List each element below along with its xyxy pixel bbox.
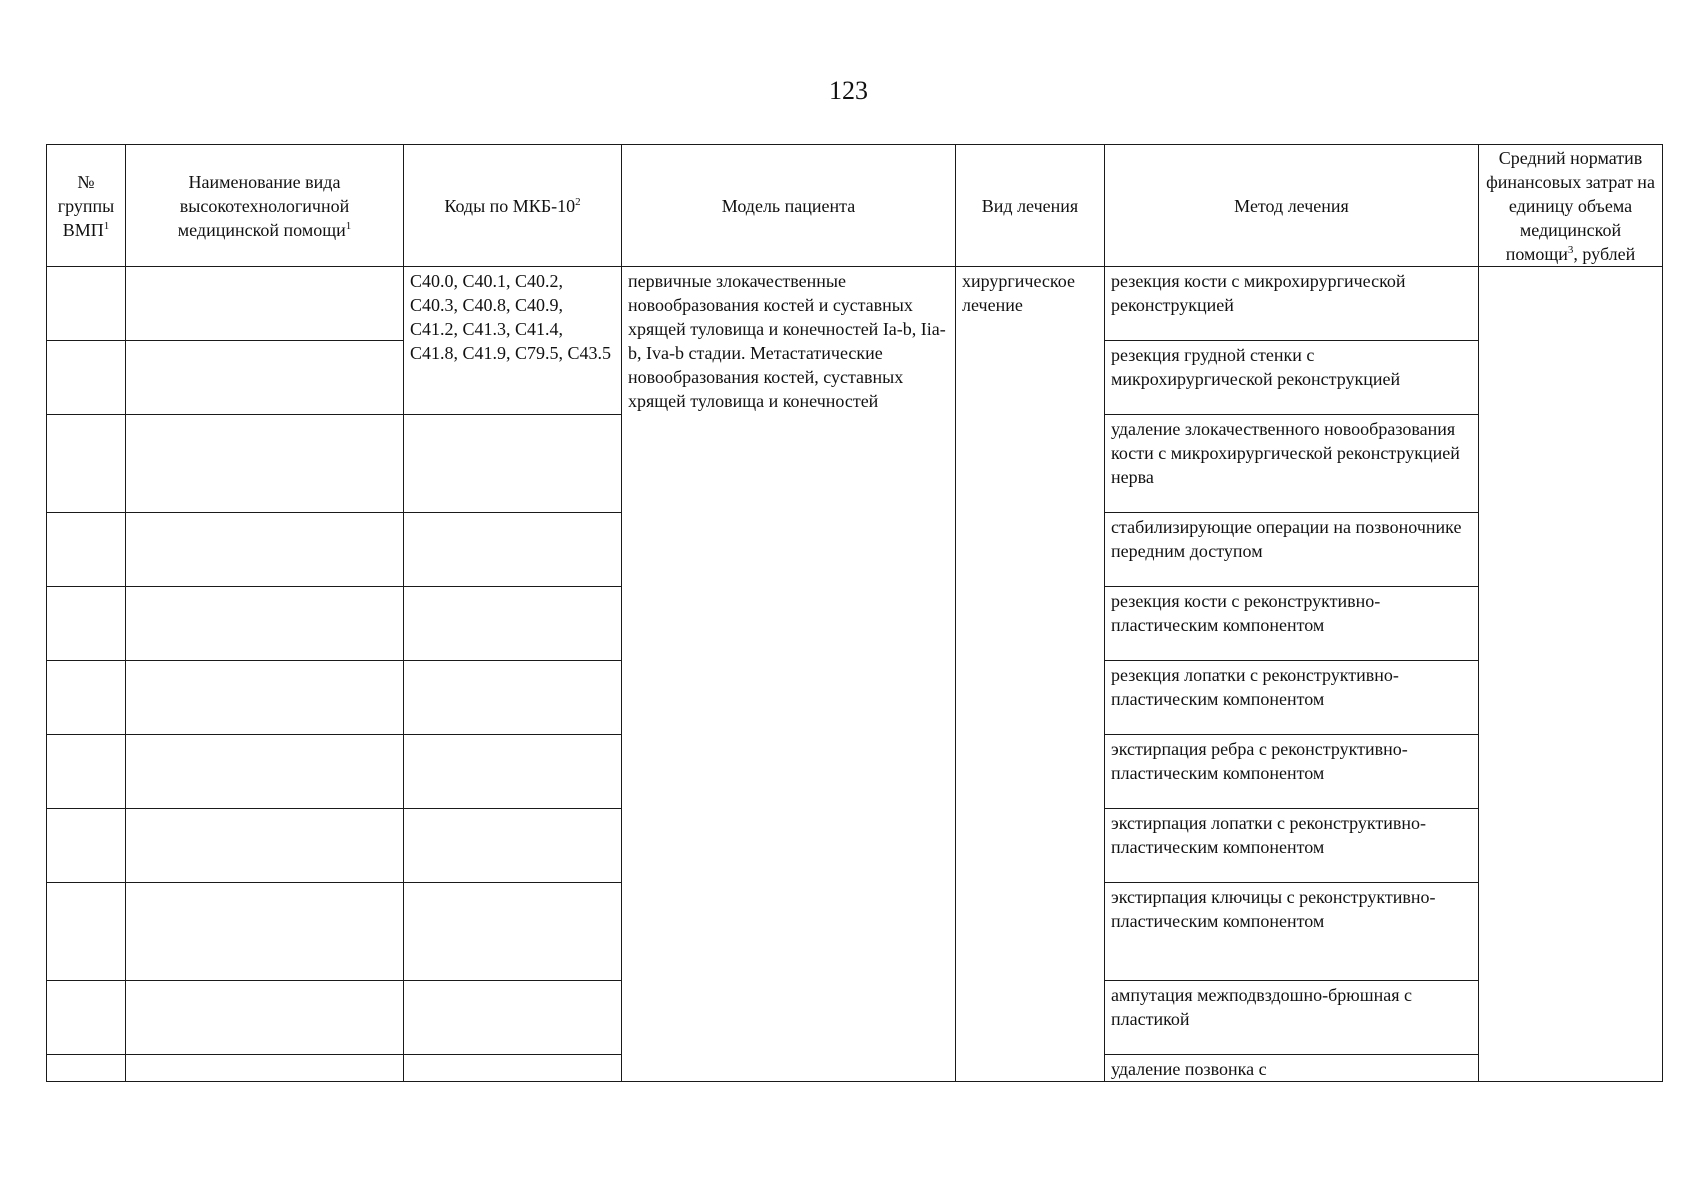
icd-codes-cell <box>404 661 622 735</box>
cost-norm-cell <box>1479 267 1663 1082</box>
vmp-name-cell <box>126 1055 404 1082</box>
method-cell: удаление злокачественного новообразования кости с микрохирургической реконструкцией нерва <box>1105 415 1479 513</box>
group-number-cell <box>47 883 126 981</box>
vmp-name-cell <box>126 415 404 513</box>
group-number-cell <box>47 415 126 513</box>
group-number-cell <box>47 735 126 809</box>
method-cell: удаление позвонка с <box>1105 1055 1479 1082</box>
vmp-name-cell <box>126 809 404 883</box>
vmp-name-cell <box>126 513 404 587</box>
icd-codes-cell <box>404 735 622 809</box>
header-icd-codes: Коды по МКБ-$10^2$ <box>404 145 622 267</box>
icd-codes-cell <box>404 587 622 661</box>
vmp-name-cell <box>126 883 404 981</box>
header-patient-model: Модель пациента <box>622 145 956 267</box>
vmp-name-cell <box>126 981 404 1055</box>
icd-codes-cell <box>404 513 622 587</box>
method-cell: экстирпация ребра с реконструктивно-пластическим компонентом <box>1105 735 1479 809</box>
group-number-cell <box>47 587 126 661</box>
header-group-number: № группы ВМП$^1$ <box>47 145 126 267</box>
vmp-name-cell <box>126 267 404 341</box>
icd-codes-cell <box>404 883 622 981</box>
vmp-table <box>46 144 1663 1082</box>
patient-model-cell: первичные злокачественные новообразования костей и суставных хрящей туловища и конечностей Ia-b, Iia-b, Iva-b стадии. Метастатические новообразования костей, суставных хрящей туловища и конечностей <box>622 267 956 1082</box>
table-header-row <box>47 145 1663 267</box>
method-cell: резекция лопатки с реконструктивно-пластическим компонентом <box>1105 661 1479 735</box>
group-number-cell <box>47 267 126 341</box>
header-treatment-method: Метод лечения <box>1105 145 1479 267</box>
vmp-name-cell <box>126 735 404 809</box>
header-treatment-type: Вид лечения <box>956 145 1105 267</box>
table-row <box>47 267 1663 341</box>
header-vmp-name: Наименование вида высокотехнологичной медицинской помощи$^1$ <box>126 145 404 267</box>
method-cell: резекция кости с реконструктивно-пластическим компонентом <box>1105 587 1479 661</box>
method-cell: стабилизирующие операции на позвоночнике передним доступом <box>1105 513 1479 587</box>
group-number-cell <box>47 513 126 587</box>
group-number-cell <box>47 661 126 735</box>
group-number-cell <box>47 809 126 883</box>
vmp-name-cell <box>126 587 404 661</box>
icd-codes-cell: C40.0, C40.1, C40.2, C40.3, C40.8, C40.9, C41.2, C41.3, C41.4, C41.8, C41.9, C79.5, C43.5 <box>404 267 622 415</box>
method-cell: резекция грудной стенки с микрохирургической реконструкцией <box>1105 341 1479 415</box>
vmp-name-cell <box>126 661 404 735</box>
vmp-name-cell <box>126 341 404 415</box>
method-cell: резекция кости с микрохирургической реконструкцией <box>1105 267 1479 341</box>
icd-codes-cell <box>404 415 622 513</box>
group-number-cell <box>47 981 126 1055</box>
icd-codes-cell <box>404 981 622 1055</box>
icd-codes-cell <box>404 1055 622 1082</box>
treatment-type-cell: хирургическое лечение <box>956 267 1105 1082</box>
method-cell: экстирпация лопатки с реконструктивно-пластическим компонентом <box>1105 809 1479 883</box>
group-number-cell <box>47 1055 126 1082</box>
method-cell: ампутация межподвздошно-брюшная с пластикой <box>1105 981 1479 1055</box>
page-number: 123 <box>829 76 868 105</box>
header-cost-norm: Средний норматив финансовых затрат на единицу объема медицинской помощи$^3$, рублей <box>1479 145 1663 267</box>
group-number-cell <box>47 341 126 415</box>
method-cell: экстирпация ключицы с реконструктивно-пластическим компонентом <box>1105 883 1479 981</box>
icd-codes-cell <box>404 809 622 883</box>
